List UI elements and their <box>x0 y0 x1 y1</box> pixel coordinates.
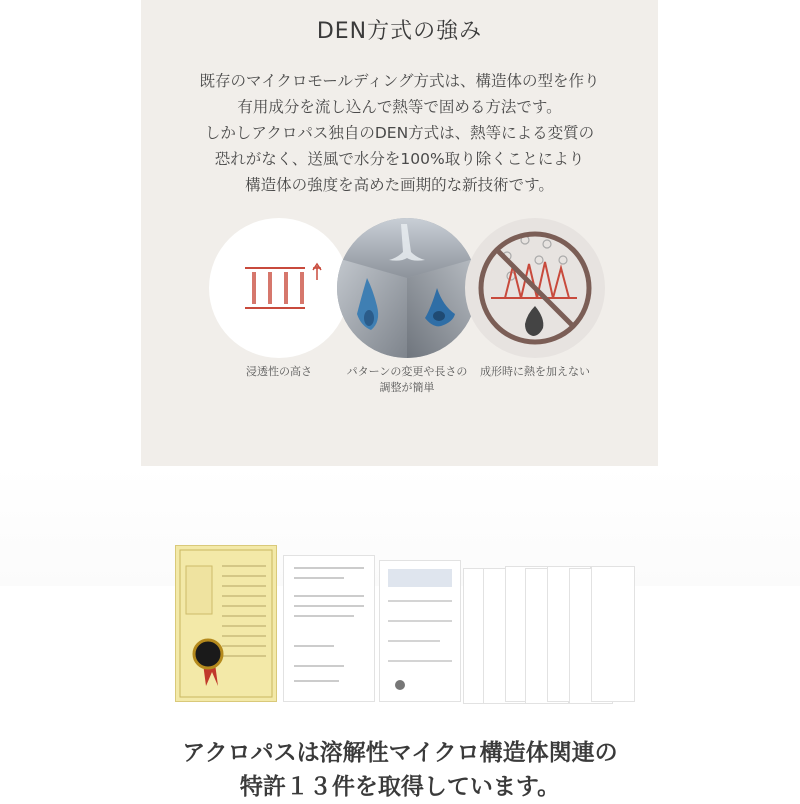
caption-line: パターンの変更や長さの <box>346 365 468 378</box>
feature-caption-permeability: 浸透性の高さ <box>246 365 312 378</box>
permeability-illustration <box>209 218 349 358</box>
patent-page <box>591 566 635 702</box>
permeability-icon <box>209 218 349 358</box>
description-line: 既存のマイクロモールディング方式は、構造体の型を作り <box>199 72 600 90</box>
droplet-shape-icon <box>337 218 477 358</box>
section-title: DEN方式の強み <box>316 19 483 44</box>
description-line: 有用成分を流し込んで熱等で固める方法です。 <box>237 98 562 116</box>
description-line: 構造体の強度を高めた画期的な新技術です。 <box>245 176 554 194</box>
patent-seal-icon <box>176 546 276 701</box>
den-method-panel <box>141 0 658 466</box>
no-heat-icon <box>465 218 605 358</box>
patent-certificates <box>165 540 635 710</box>
patent-statement <box>0 736 800 804</box>
section-description <box>171 68 628 198</box>
patent-page <box>379 560 461 702</box>
feature-caption-no-heat: 成形時に熱を加えない <box>480 365 590 378</box>
description-line: 恐れがなく、送風で水分を100%取り除くことにより <box>214 150 585 168</box>
droplet-illustration <box>337 218 477 358</box>
statement-line: アクロパスは溶解性マイクロ構造体関連の <box>182 740 618 766</box>
statement-line: 特許１３件を取得しています。 <box>239 774 561 800</box>
caption-line: 調整が簡単 <box>379 381 435 394</box>
us-patent-cover <box>175 545 277 702</box>
no-heat-illustration <box>465 218 605 358</box>
patent-page <box>283 555 375 702</box>
description-line: しかしアクロパス独自のDEN方式は、熱等による変質の <box>204 124 595 142</box>
feature-caption-pattern <box>337 364 477 396</box>
